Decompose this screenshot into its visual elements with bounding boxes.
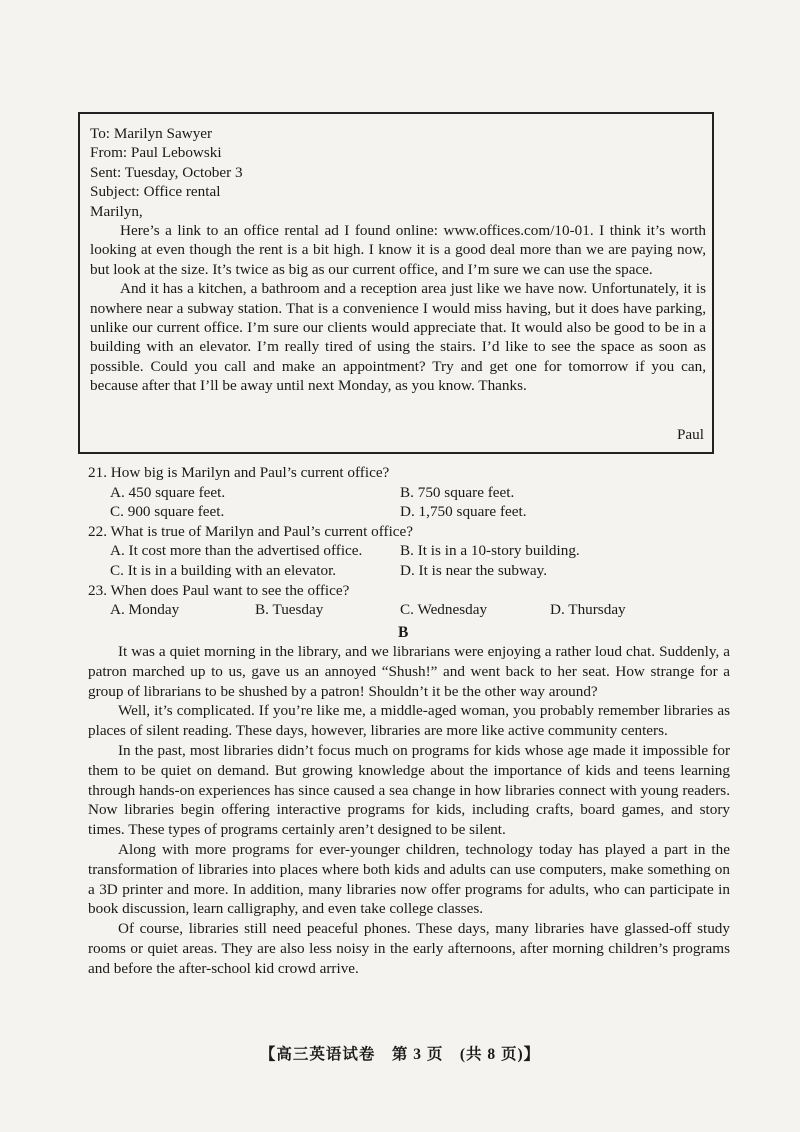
email-box bbox=[78, 112, 714, 454]
option: C. Wednesday bbox=[400, 601, 488, 619]
email-subject: Subject: Office rental bbox=[90, 183, 221, 201]
passage-paragraph: It was a quiet morning in the library, and we librarians were enjoying a rather loud chat. Suddenly, a patron marched up to us, gave us an annoyed “Shush!” and went back to her seat. How strange for a group of librarians to be shushed by a patron! Shouldn’t it be the other way around? bbox=[88, 643, 730, 700]
passage-paragraph: In the past, most libraries didn’t focus much on programs for kids whose age made it impossible for them to be quiet on demand. But growing knowledge about the importance of kids and teens learning through hands-on experiences has since caused a sea change in how libraries connect with young readers. Now libraries begin offering interactive programs for kids, including crafts, board games, and story times. These types of programs certainly aren’t designed to be silent. bbox=[88, 741, 730, 839]
option: D. 1,750 square feet. bbox=[400, 503, 527, 521]
option: C. 900 square feet. bbox=[110, 503, 225, 521]
option: B. Tuesday bbox=[255, 601, 324, 619]
email-from: From: Paul Lebowski bbox=[90, 144, 222, 162]
email-greeting: Marilyn, bbox=[90, 202, 143, 220]
question-list bbox=[88, 463, 728, 620]
question-stem: 21. How big is Marilyn and Paul’s current office? bbox=[88, 464, 390, 481]
question-stem: 23. When does Paul want to see the office? bbox=[88, 581, 350, 599]
email-sent: Sent: Tuesday, October 3 bbox=[90, 163, 243, 181]
option: D. Thursday bbox=[550, 601, 626, 619]
section-label: B bbox=[398, 624, 409, 641]
email-to: To: Marilyn Sawyer bbox=[90, 125, 213, 142]
page-footer: 【高三英语试卷 第 3 页 (共 8 页)】 bbox=[259, 1046, 541, 1063]
passage-paragraph: Well, it’s complicated. If you’re like me, a middle-aged woman, you probably remember libraries as places of silent reading. These days, however, libraries are more like active community centers. bbox=[88, 702, 730, 740]
email-paragraph: And it has a kitchen, a bathroom and a reception area just like we have now. Unfortunately, it is nowhere near a subway station. That is a convenience I would miss having, but it does have parking, unlike our current office. I’m sure our clients would appreciate that. It would also be good to be in a building with an elevator. I’m really tired of using the stairs. I’d like to see the space as soon as possible. Could you call and make an appointment? Try and get one for tomorrow if you can, because after that I’ll be away until next Monday, as you know. Thanks. bbox=[90, 280, 706, 395]
passage-paragraph: Along with more programs for ever-younger children, technology today has played a part in the transformation of libraries into places where both kids and adults can use computers, make something on a 3D printer and more. In addition, many libraries now offer programs for adults, who can participate in book discussion, learn calligraphy, and even take college classes. bbox=[88, 840, 730, 918]
option: B. It is in a 10-story building. bbox=[400, 542, 580, 560]
option-row bbox=[88, 561, 728, 581]
reading-passage bbox=[88, 642, 730, 979]
option-row bbox=[88, 541, 728, 561]
option-row bbox=[88, 502, 728, 522]
email-paragraph: Here’s a link to an office rental ad I found online: www.offices.com/10-01. I think it’s worth looking at even though the rent is a bit high. I know it is a good deal more than we are paying now, but look at the size. It’s twice as big as our current office, and I’m sure we can use the space. bbox=[90, 222, 706, 278]
option: A. It cost more than the advertised office. bbox=[110, 542, 363, 560]
passage-paragraph: Of course, libraries still need peaceful phones. These days, many libraries have glassed-off study rooms or quiet areas. They are also less noisy in the early afternoons, after morning children’s programs and before the after-school kid crowd arrive. bbox=[88, 920, 730, 977]
email-signature: Paul bbox=[676, 425, 704, 443]
option: B. 750 square feet. bbox=[400, 483, 515, 501]
option: A. 450 square feet. bbox=[110, 483, 226, 501]
option: C. It is in a building with an elevator. bbox=[110, 561, 337, 579]
option: A. Monday bbox=[110, 601, 180, 619]
option: D. It is near the subway. bbox=[400, 561, 548, 579]
option-row bbox=[88, 483, 728, 503]
option-row bbox=[88, 600, 728, 620]
question-stem: 22. What is true of Marilyn and Paul’s current office? bbox=[88, 522, 414, 540]
